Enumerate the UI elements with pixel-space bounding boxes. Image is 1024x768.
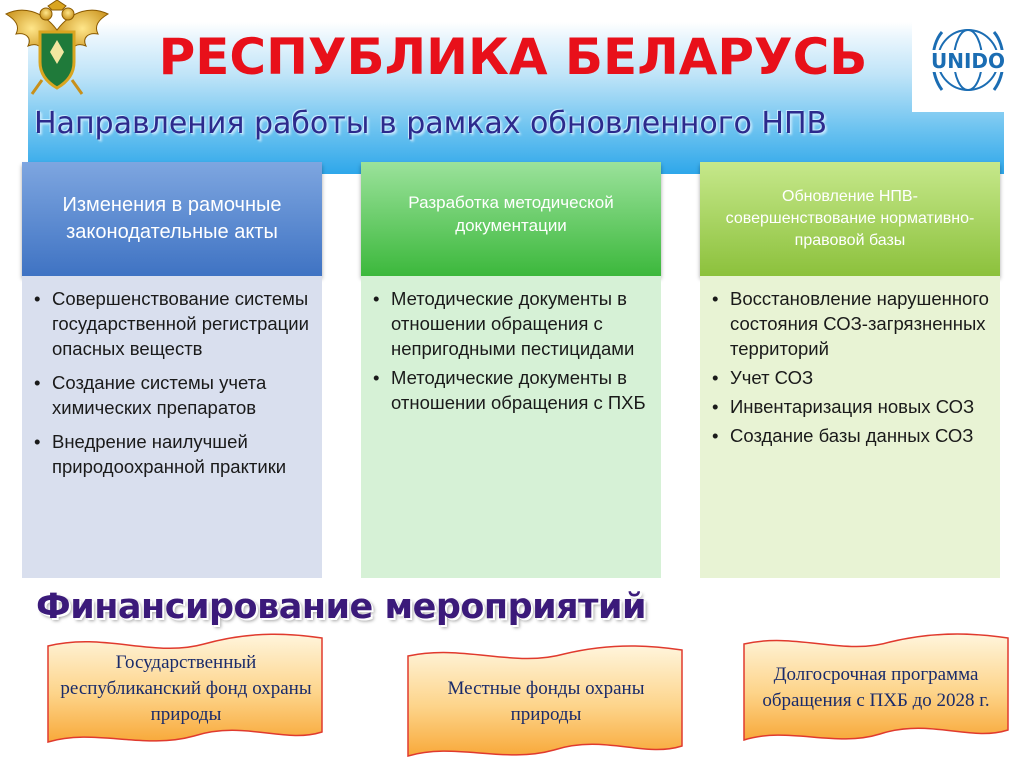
bullet-icon: • [712, 288, 719, 309]
list-item [32, 286, 314, 361]
bullet-icon: • [712, 396, 719, 417]
unido-logo-text: UNIDO [930, 49, 1006, 73]
bullet-icon: • [34, 431, 41, 452]
bullet-icon: • [712, 425, 719, 446]
funding-title: Финансирование мероприятий [36, 587, 646, 627]
funding-source-scroll [404, 640, 688, 764]
list-item-text: Методические документы в отношении обращения с непригодными пестицидами [391, 288, 635, 359]
column-body [700, 276, 1000, 578]
list-item-text: Внедрение наилучшей природоохранной практики [52, 431, 287, 477]
list-item [371, 365, 653, 415]
list-item [710, 365, 992, 390]
list-item-text: Инвентаризация новых СОЗ [730, 396, 975, 417]
direction-column-methodology [361, 162, 661, 578]
list-item [710, 423, 992, 448]
unido-globe-logo-icon [912, 12, 1024, 112]
page-title: РЕСПУБЛИКА БЕЛАРУСЬ [158, 28, 868, 86]
column-header: Изменения в рамочные законодательные акты [22, 162, 322, 276]
list-item [710, 394, 992, 419]
direction-column-legislation [22, 162, 322, 578]
bullet-icon: • [34, 288, 41, 309]
list-item-text: Учет СОЗ [730, 367, 814, 388]
list-item [710, 286, 992, 361]
list-item [32, 429, 314, 479]
bullet-icon: • [712, 367, 719, 388]
column-header: Обновление НПВ-совершенствование нормативно-правовой базы [700, 162, 1000, 276]
bullet-icon: • [373, 367, 380, 388]
direction-column-npv-update [700, 162, 1000, 578]
funding-source-scroll [740, 628, 1012, 748]
funding-source-scroll [44, 628, 328, 750]
funding-source-text: Местные фонды охраны природы [447, 678, 645, 725]
list-item [32, 370, 314, 420]
list-item [371, 286, 653, 361]
bullet-icon: • [34, 372, 41, 393]
column-header: Разработка методической документации [361, 162, 661, 276]
list-item-text: Восстановление нарушенного состояния СОЗ-загрязненных территорий [730, 288, 989, 359]
bullet-icon: • [373, 288, 380, 309]
funding-source-text: Государственный республиканский фонд охраны природы [60, 652, 312, 725]
page-subtitle: Направления работы в рамках обновленного НПВ [34, 106, 828, 141]
funding-source-text: Долгосрочная программа обращения с ПХБ до 2028 г. [762, 664, 990, 711]
column-body [361, 276, 661, 578]
list-item-text: Создание базы данных СОЗ [730, 425, 974, 446]
coat-of-arms-eagle-icon [2, 0, 112, 96]
column-body [22, 276, 322, 578]
list-item-text: Методические документы в отношении обращения с ПХБ [391, 367, 646, 413]
list-item-text: Создание системы учета химических препаратов [52, 372, 267, 418]
list-item-text: Совершенствование системы государственной регистрации опасных веществ [52, 288, 309, 359]
